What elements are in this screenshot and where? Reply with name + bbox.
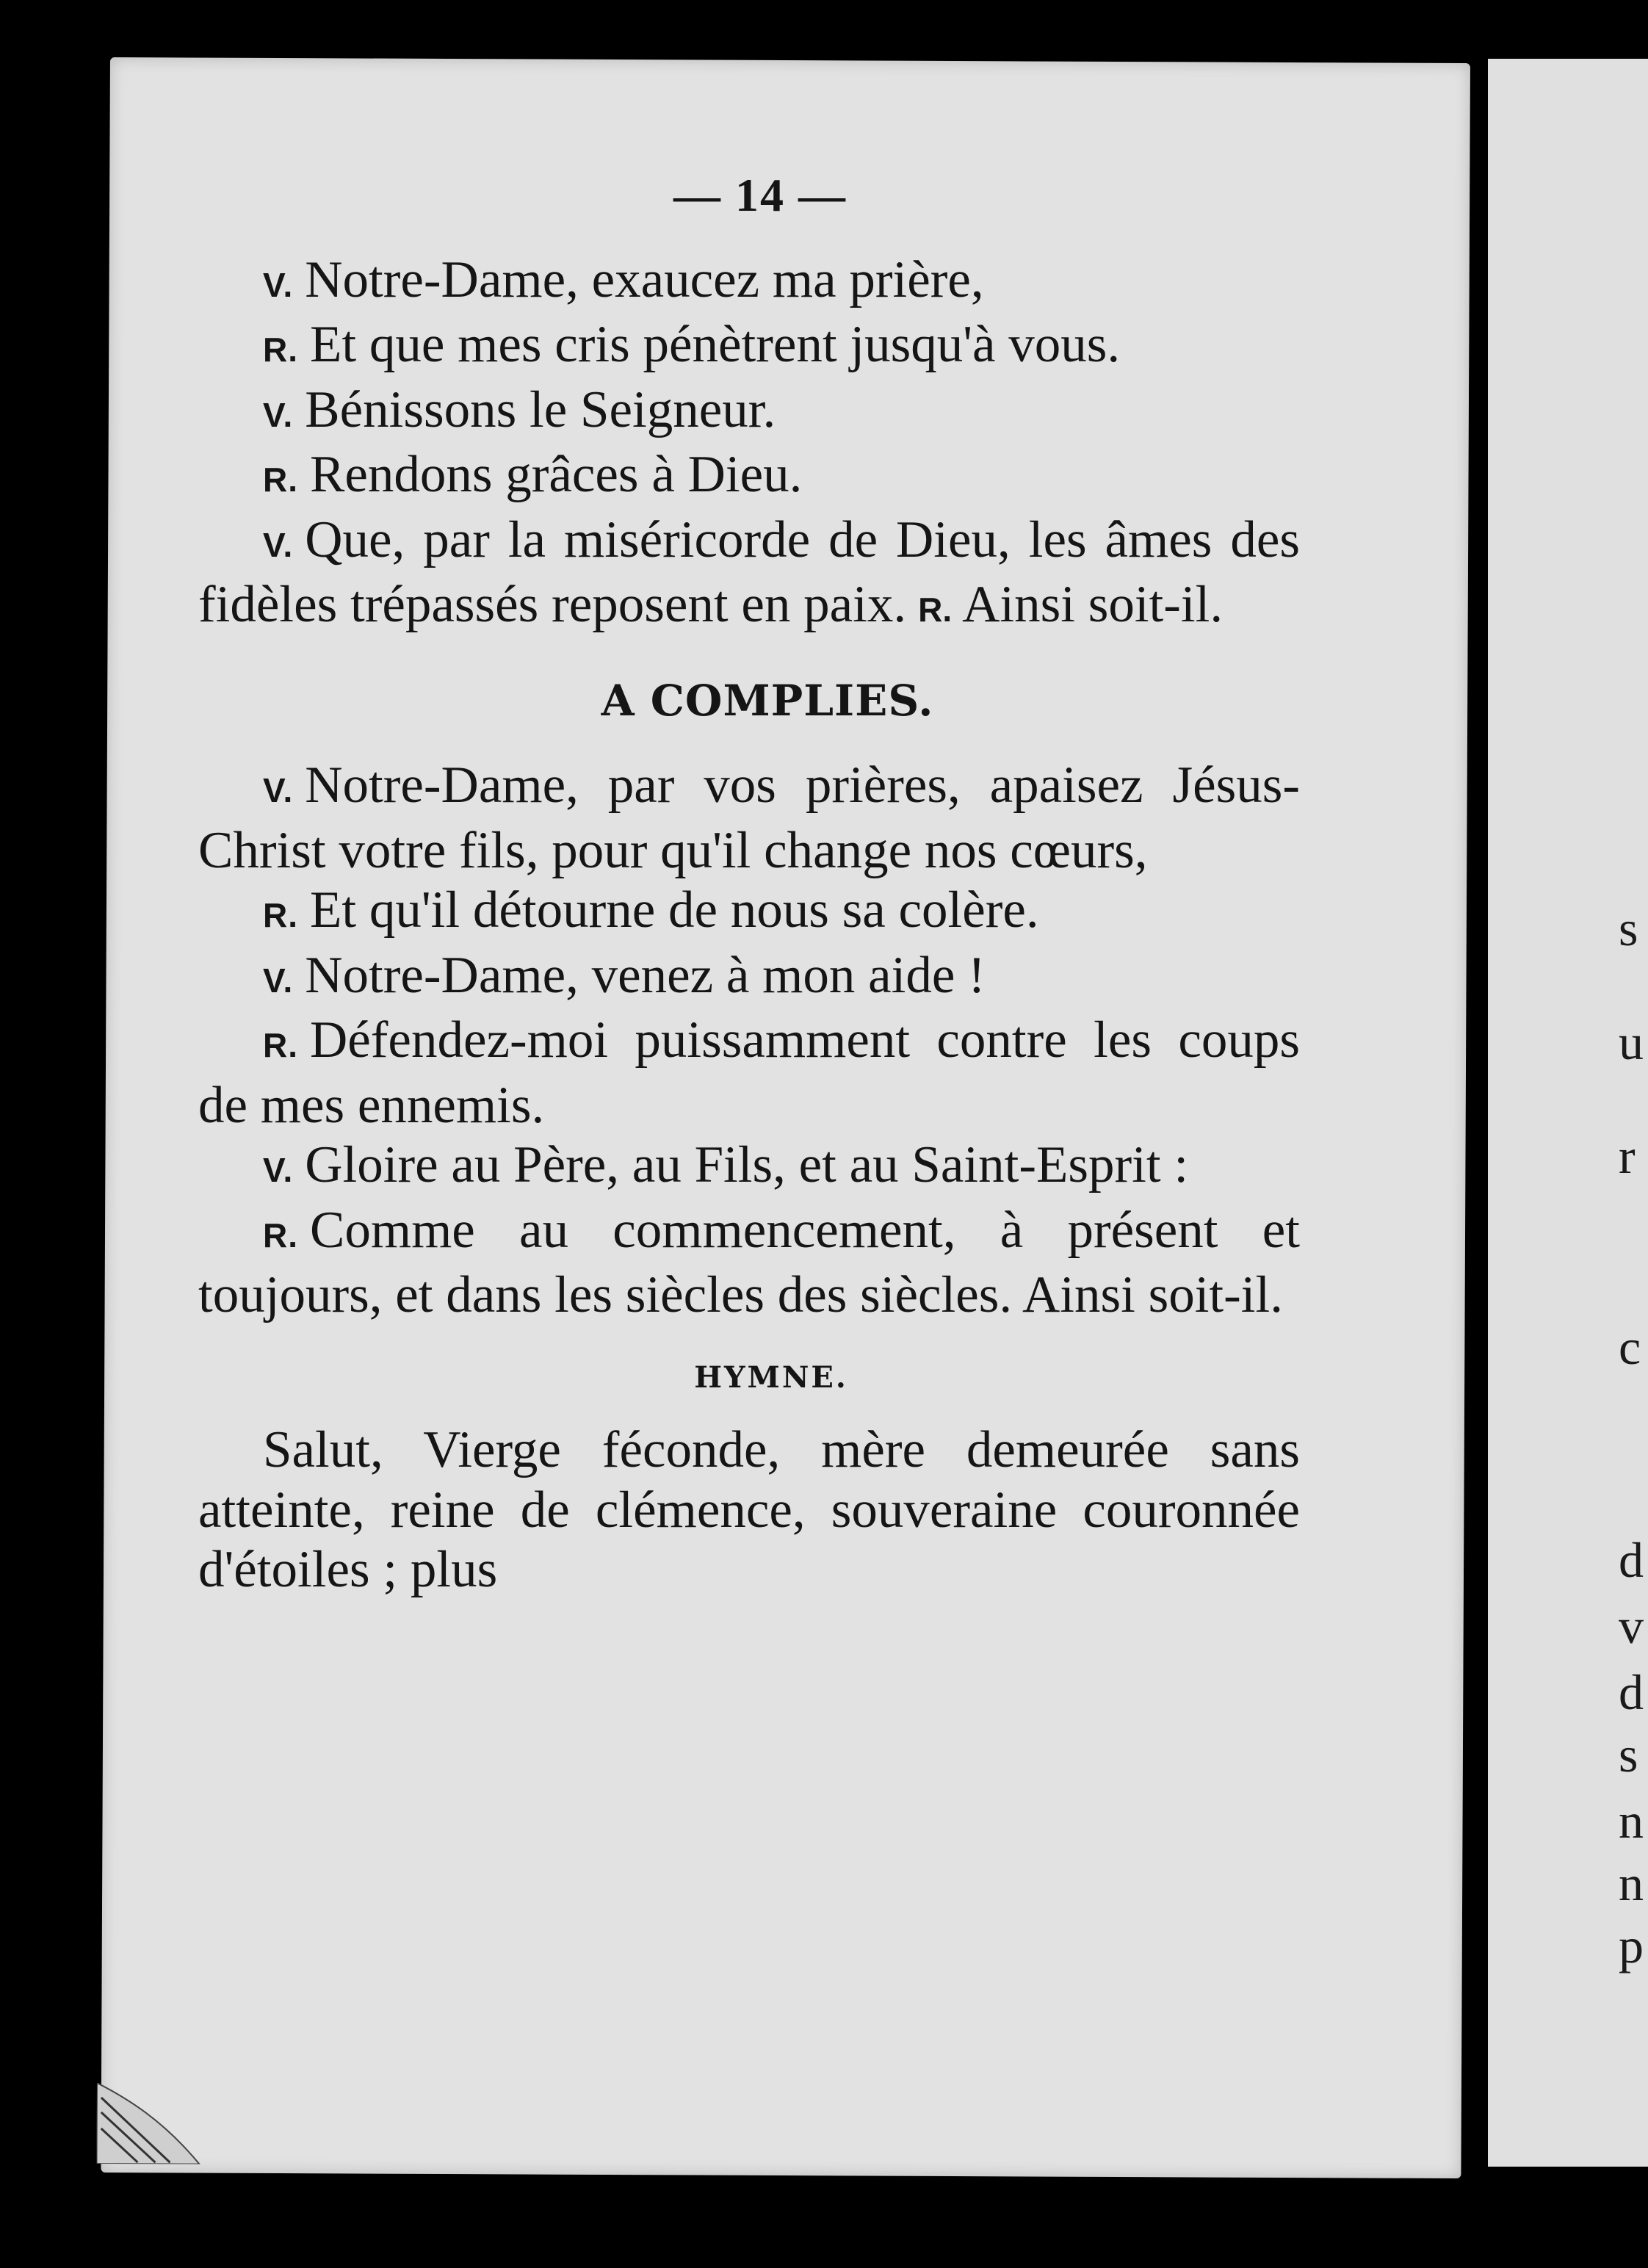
versicle-text: Notre-Dame, venez à mon aide ! <box>305 946 986 1004</box>
next-page-fragment: c <box>1619 1319 1641 1375</box>
versicle-mark: V. <box>263 1151 294 1189</box>
versicle-line <box>198 250 1300 316</box>
response-mark: R. <box>263 1216 298 1254</box>
response-text: Rendons grâces à Dieu. <box>310 446 803 503</box>
response-text: Comme au commencement, à présent et toujours, et dans les siècles des siècles. Ainsi soit-il. <box>198 1201 1300 1323</box>
versicle-mark: V. <box>263 961 294 1000</box>
response-mark: R. <box>918 591 953 629</box>
versicle-line <box>198 946 1300 1011</box>
next-page-fragment: s <box>1619 900 1638 956</box>
hymn-text: Salut, Vierge féconde, mère demeurée sans atteinte, reine de clémence, souveraine couronnée d'étoiles ; plus <box>198 1421 1300 1598</box>
page-corner-fold <box>96 2083 206 2164</box>
versicle-text: Que, par la miséricorde de Dieu, les âmes des fidèles trépassés reposent en paix. <box>198 510 1300 633</box>
next-page-fragment: p <box>1619 1918 1644 1973</box>
versicle-text: Notre-Dame, par vos prières, apaisez Jésus-Christ votre fils, pour qu'il change nos cœurs, <box>198 756 1300 879</box>
next-page-fragment: s <box>1619 1727 1638 1783</box>
response-mark: R. <box>263 331 298 369</box>
section-title: A COMPLIES. <box>601 675 934 726</box>
page-text <box>198 165 1300 1600</box>
response-line <box>198 881 1300 946</box>
response-text: Et que mes cris pénètrent jusqu'à vous. <box>310 316 1121 373</box>
adjacent-page-edge <box>1488 59 1648 2167</box>
next-page-fragment: d <box>1619 1532 1644 1588</box>
versicle-mark: V. <box>263 525 294 564</box>
response-line <box>198 1011 1300 1135</box>
next-page-fragment: n <box>1619 1793 1644 1849</box>
next-page-fragment: r <box>1619 1128 1636 1184</box>
response-line <box>198 1201 1300 1326</box>
versicle-line <box>198 380 1300 446</box>
response-mark: R. <box>263 896 298 934</box>
hymn-title: HYMNE. <box>694 1359 848 1395</box>
next-page-fragment: v <box>1619 1598 1644 1654</box>
versicle-line <box>198 756 1300 881</box>
next-page-fragment: u <box>1619 1014 1644 1070</box>
versicle-mark: V. <box>263 265 294 304</box>
response-text: Défendez-moi puissamment contre les coups de mes ennemis. <box>198 1011 1300 1134</box>
response-line <box>198 445 1300 510</box>
next-page-fragment: n <box>1619 1855 1644 1911</box>
page-number: — 14 — <box>673 169 847 221</box>
versicle-mark: V. <box>263 395 294 434</box>
next-page-fragment: d <box>1619 1664 1644 1720</box>
versicle-text: Bénissons le Seigneur. <box>305 380 776 438</box>
response-mark: R. <box>263 1026 298 1064</box>
versicle-line <box>198 510 1300 640</box>
versicle-mark: V. <box>263 771 294 809</box>
response-text: Ainsi soit-il. <box>962 576 1224 633</box>
response-text: Et qu'il détourne de nous sa colère. <box>310 881 1039 939</box>
response-mark: R. <box>263 461 298 499</box>
versicle-text: Gloire au Père, au Fils, et au Saint-Esprit : <box>305 1136 1189 1193</box>
response-line <box>198 315 1300 380</box>
versicle-text: Notre-Dame, exaucez ma prière, <box>305 250 984 308</box>
versicle-line <box>198 1135 1300 1201</box>
